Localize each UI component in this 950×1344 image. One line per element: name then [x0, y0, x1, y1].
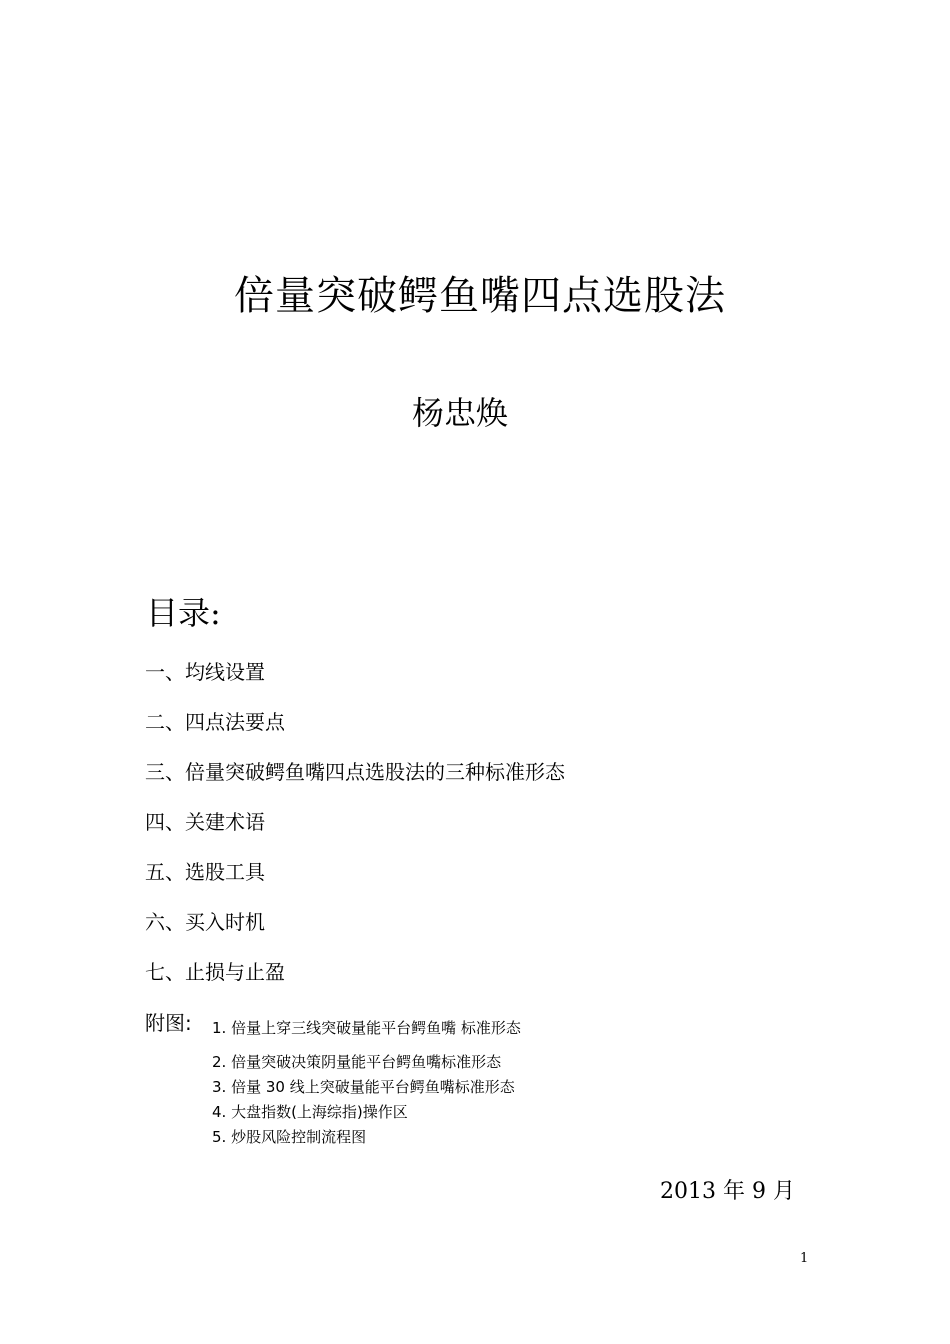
toc-item: 二、四点法要点 [145, 710, 285, 734]
appendix-item: 3. 倍量 30 线上突破量能平台鳄鱼嘴标准形态 [212, 1078, 515, 1096]
toc-item: 六、买入时机 [145, 910, 265, 934]
toc-list [145, 656, 565, 1006]
document-title: 倍量突破鳄鱼嘴四点选股法 [234, 273, 726, 319]
toc-heading: 目录: [146, 594, 221, 632]
appendix-item: 5. 炒股风险控制流程图 [212, 1128, 367, 1146]
toc-item: 五、选股工具 [145, 860, 265, 884]
appendix-list [212, 1016, 521, 1150]
toc-item: 四、关建术语 [145, 810, 265, 834]
document-date: 2013 年 9 月 [660, 1179, 795, 1204]
appendix-item: 2. 倍量突破决策阴量能平台鳄鱼嘴标准形态 [212, 1053, 502, 1071]
page-number: 1 [800, 1251, 809, 1266]
toc-item: 七、止损与止盈 [145, 960, 285, 984]
document-author: 杨忠焕 [411, 394, 508, 432]
toc-item: 三、倍量突破鳄鱼嘴四点选股法的三种标准形态 [145, 760, 565, 784]
appendix-item: 1. 倍量上穿三线突破量能平台鳄鱼嘴 标准形态 [212, 1019, 521, 1037]
appendix-item: 4. 大盘指数(上海综指)操作区 [212, 1103, 408, 1121]
toc-item: 一、均线设置 [145, 660, 265, 684]
appendix-label: 附图: [145, 1011, 192, 1035]
